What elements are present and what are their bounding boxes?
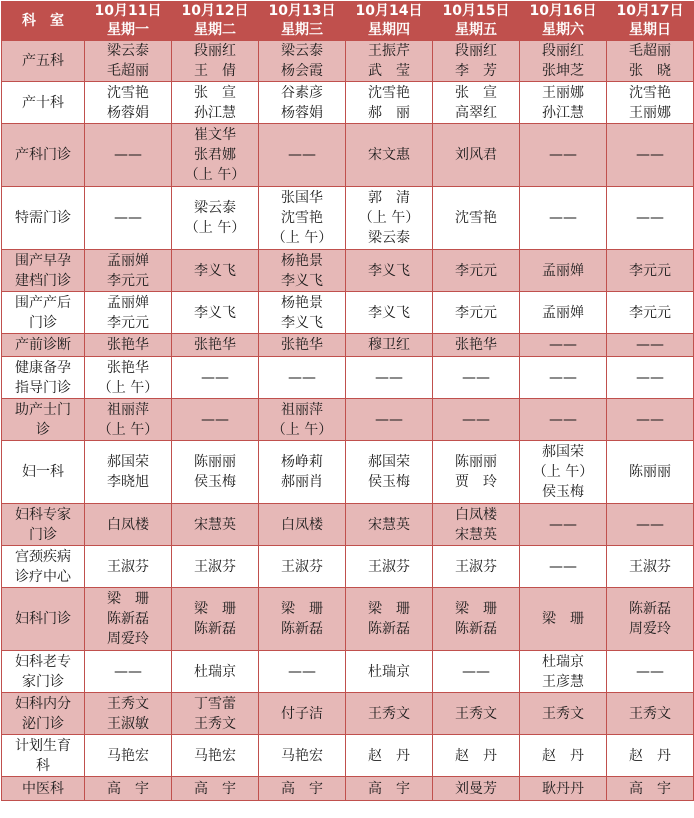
- duty-cell: 杜瑞京: [172, 651, 259, 693]
- duty-cell: 赵 丹: [607, 735, 694, 777]
- duty-cell: ——: [607, 399, 694, 441]
- dept-cell: 产十科: [2, 82, 85, 124]
- duty-cell: 梁 珊: [520, 588, 607, 651]
- duty-cell: 陈丽丽 贾 玲: [433, 441, 520, 504]
- duty-cell: 张国华 沈雪艳 （上 午）: [259, 187, 346, 250]
- weekday-label: 星期四: [368, 22, 410, 38]
- duty-cell: 梁 珊 陈新磊: [259, 588, 346, 651]
- table-row: [2, 292, 694, 334]
- duty-cell: 陈丽丽: [607, 441, 694, 504]
- duty-cell: 王淑芬: [85, 546, 172, 588]
- weekday-label: 星期一: [107, 22, 149, 38]
- dept-cell: 产科门诊: [2, 124, 85, 187]
- table-row: [2, 357, 694, 399]
- weekday-label: 星期六: [542, 22, 584, 38]
- duty-cell: 马艳宏: [85, 735, 172, 777]
- dept-cell: 妇科内分 泌门诊: [2, 693, 85, 735]
- weekday-label: 星期日: [629, 22, 671, 38]
- date-label: 10月13日: [268, 3, 336, 19]
- duty-cell: 赵 丹: [433, 735, 520, 777]
- duty-cell: ——: [433, 399, 520, 441]
- weekday-label: 星期三: [281, 22, 323, 38]
- duty-cell: ——: [172, 399, 259, 441]
- table-row: [2, 41, 694, 82]
- duty-cell: 刘曼芳: [433, 777, 520, 801]
- duty-cell: 毛超丽 张 晓: [607, 41, 694, 82]
- duty-cell: 杨峥莉 郝丽肖: [259, 441, 346, 504]
- dept-cell: 宫颈疾病 诊疗中心: [2, 546, 85, 588]
- duty-cell: 张艳华: [85, 334, 172, 357]
- duty-cell: ——: [259, 124, 346, 187]
- duty-cell: ——: [607, 334, 694, 357]
- day-header: [607, 2, 694, 41]
- weekday-label: 星期五: [455, 22, 497, 38]
- date-label: 10月16日: [529, 3, 597, 19]
- duty-cell: 梁云泰 （上 午）: [172, 187, 259, 250]
- duty-cell: ——: [607, 124, 694, 187]
- table-row: [2, 334, 694, 357]
- duty-cell: 赵 丹: [346, 735, 433, 777]
- duty-cell: 梁 珊 陈新磊: [346, 588, 433, 651]
- duty-cell: 杨艳景 李义飞: [259, 250, 346, 292]
- duty-cell: 张 宣 高翠红: [433, 82, 520, 124]
- duty-cell: 孟丽婵 李元元: [85, 250, 172, 292]
- duty-cell: 李义飞: [172, 292, 259, 334]
- day-header: [433, 2, 520, 41]
- duty-cell: ——: [259, 357, 346, 399]
- day-header: [172, 2, 259, 41]
- duty-cell: 段丽红 李 芳: [433, 41, 520, 82]
- duty-cell: ——: [85, 187, 172, 250]
- weekday-label: 星期二: [194, 22, 236, 38]
- duty-cell: 梁 珊 陈新磊: [433, 588, 520, 651]
- duty-schedule-table: [1, 1, 694, 801]
- duty-cell: 梁云泰 杨会霞: [259, 41, 346, 82]
- dept-cell: 围产早孕 建档门诊: [2, 250, 85, 292]
- duty-cell: ——: [520, 546, 607, 588]
- table-row: [2, 546, 694, 588]
- duty-cell: ——: [85, 124, 172, 187]
- dept-cell: 妇科专家 门诊: [2, 504, 85, 546]
- duty-cell: ——: [520, 357, 607, 399]
- day-header: [346, 2, 433, 41]
- duty-cell: 李义飞: [346, 250, 433, 292]
- duty-cell: 王秀文: [346, 693, 433, 735]
- duty-cell: 沈雪艳: [433, 187, 520, 250]
- table-row: [2, 777, 694, 801]
- duty-cell: 郭 清 （上 午） 梁云泰: [346, 187, 433, 250]
- duty-cell: 沈雪艳 郝 丽: [346, 82, 433, 124]
- table-row: [2, 124, 694, 187]
- duty-cell: 张艳华: [259, 334, 346, 357]
- duty-cell: ——: [433, 357, 520, 399]
- duty-cell: 白凤楼: [259, 504, 346, 546]
- duty-cell: 孟丽婵 李元元: [85, 292, 172, 334]
- duty-cell: 王淑芬: [346, 546, 433, 588]
- duty-cell: 白凤楼: [85, 504, 172, 546]
- duty-cell: 梁 珊 陈新磊 周爱玲: [85, 588, 172, 651]
- duty-cell: 杨艳景 李义飞: [259, 292, 346, 334]
- duty-cell: 张艳华 （上 午）: [85, 357, 172, 399]
- duty-cell: ——: [520, 187, 607, 250]
- duty-cell: 王秀文: [433, 693, 520, 735]
- duty-cell: 高 宇: [607, 777, 694, 801]
- duty-cell: ——: [607, 187, 694, 250]
- duty-cell: 沈雪艳 杨蓉娟: [85, 82, 172, 124]
- duty-cell: 郝国荣 李晓旭: [85, 441, 172, 504]
- duty-cell: ——: [346, 399, 433, 441]
- table-row: [2, 693, 694, 735]
- duty-cell: 张艳华: [172, 334, 259, 357]
- duty-cell: ——: [346, 357, 433, 399]
- duty-cell: 马艳宏: [172, 735, 259, 777]
- duty-cell: 马艳宏: [259, 735, 346, 777]
- duty-cell: 赵 丹: [520, 735, 607, 777]
- duty-cell: 刘风君: [433, 124, 520, 187]
- duty-cell: 宋慧英: [172, 504, 259, 546]
- table-row: [2, 82, 694, 124]
- duty-cell: ——: [520, 124, 607, 187]
- duty-cell: ——: [433, 651, 520, 693]
- duty-cell: 郝国荣 侯玉梅: [346, 441, 433, 504]
- duty-cell: 李义飞: [346, 292, 433, 334]
- duty-cell: 王秀文: [607, 693, 694, 735]
- duty-cell: 穆卫红: [346, 334, 433, 357]
- duty-cell: 王丽娜 孙江慧: [520, 82, 607, 124]
- duty-cell: ——: [172, 357, 259, 399]
- duty-cell: 王淑芬: [433, 546, 520, 588]
- duty-cell: 李义飞: [172, 250, 259, 292]
- duty-cell: ——: [607, 357, 694, 399]
- table-row: [2, 735, 694, 777]
- duty-cell: 祖丽萍 （上 午）: [85, 399, 172, 441]
- duty-cell: 李元元: [607, 292, 694, 334]
- duty-cell: 杜瑞京: [346, 651, 433, 693]
- dept-cell: 中医科: [2, 777, 85, 801]
- day-header: [85, 2, 172, 41]
- duty-cell: ——: [520, 399, 607, 441]
- date-label: 10月12日: [181, 3, 249, 19]
- dept-cell: 助产士门 诊: [2, 399, 85, 441]
- duty-cell: ——: [520, 504, 607, 546]
- duty-cell: 梁 珊 陈新磊: [172, 588, 259, 651]
- table-row: [2, 504, 694, 546]
- duty-cell: 高 宇: [346, 777, 433, 801]
- dept-cell: 产五科: [2, 41, 85, 82]
- duty-cell: 宋慧英: [346, 504, 433, 546]
- dept-cell: 计划生育 科: [2, 735, 85, 777]
- duty-cell: 郝国荣 （上 午） 侯玉梅: [520, 441, 607, 504]
- dept-cell: 健康备孕 指导门诊: [2, 357, 85, 399]
- duty-cell: 李元元: [433, 292, 520, 334]
- dept-cell: 妇一科: [2, 441, 85, 504]
- duty-cell: ——: [85, 651, 172, 693]
- duty-cell: 陈丽丽 侯玉梅: [172, 441, 259, 504]
- table-row: [2, 187, 694, 250]
- day-header: [520, 2, 607, 41]
- duty-cell: 宋文惠: [346, 124, 433, 187]
- duty-cell: 沈雪艳 王丽娜: [607, 82, 694, 124]
- duty-cell: 张 宣 孙江慧: [172, 82, 259, 124]
- duty-cell: 段丽红 张坤芝: [520, 41, 607, 82]
- duty-cell: 高 宇: [259, 777, 346, 801]
- table-row: [2, 250, 694, 292]
- duty-cell: 孟丽婵: [520, 250, 607, 292]
- duty-cell: 王淑芬: [607, 546, 694, 588]
- table-row: [2, 441, 694, 504]
- duty-cell: 高 宇: [85, 777, 172, 801]
- table-row: [2, 651, 694, 693]
- duty-cell: 梁云泰 毛超丽: [85, 41, 172, 82]
- duty-cell: 王秀文 王淑敏: [85, 693, 172, 735]
- header-row: [2, 2, 694, 41]
- dept-cell: 妇科老专 家门诊: [2, 651, 85, 693]
- date-label: 10月14日: [355, 3, 423, 19]
- duty-cell: 丁雪蕾 王秀文: [172, 693, 259, 735]
- duty-cell: 张艳华: [433, 334, 520, 357]
- duty-cell: 付子洁: [259, 693, 346, 735]
- day-header: [259, 2, 346, 41]
- dept-cell: 妇科门诊: [2, 588, 85, 651]
- duty-cell: ——: [607, 504, 694, 546]
- duty-cell: 祖丽萍 （上 午）: [259, 399, 346, 441]
- duty-cell: 李元元: [607, 250, 694, 292]
- duty-cell: 李元元: [433, 250, 520, 292]
- duty-cell: 高 宇: [172, 777, 259, 801]
- table-row: [2, 588, 694, 651]
- dept-cell: 产前诊断: [2, 334, 85, 357]
- duty-cell: ——: [259, 651, 346, 693]
- duty-cell: 孟丽婵: [520, 292, 607, 334]
- duty-cell: ——: [520, 334, 607, 357]
- table-row: [2, 399, 694, 441]
- duty-cell: 王淑芬: [259, 546, 346, 588]
- date-label: 10月11日: [94, 3, 162, 19]
- duty-cell: 王振芹 武 莹: [346, 41, 433, 82]
- duty-cell: 耿丹丹: [520, 777, 607, 801]
- duty-cell: 谷素彦 杨蓉娟: [259, 82, 346, 124]
- dept-header: 科 室: [2, 2, 85, 41]
- duty-cell: 段丽红 王 倩: [172, 41, 259, 82]
- dept-cell: 围产产后 门诊: [2, 292, 85, 334]
- duty-cell: ——: [607, 651, 694, 693]
- schedule-body: [2, 41, 694, 801]
- date-label: 10月15日: [442, 3, 510, 19]
- duty-cell: 崔文华 张君娜 （上 午）: [172, 124, 259, 187]
- duty-cell: 王淑芬: [172, 546, 259, 588]
- duty-cell: 杜瑞京 王彦慧: [520, 651, 607, 693]
- duty-cell: 陈新磊 周爱玲: [607, 588, 694, 651]
- date-label: 10月17日: [616, 3, 684, 19]
- duty-cell: 白凤楼 宋慧英: [433, 504, 520, 546]
- duty-cell: 王秀文: [520, 693, 607, 735]
- dept-cell: 特需门诊: [2, 187, 85, 250]
